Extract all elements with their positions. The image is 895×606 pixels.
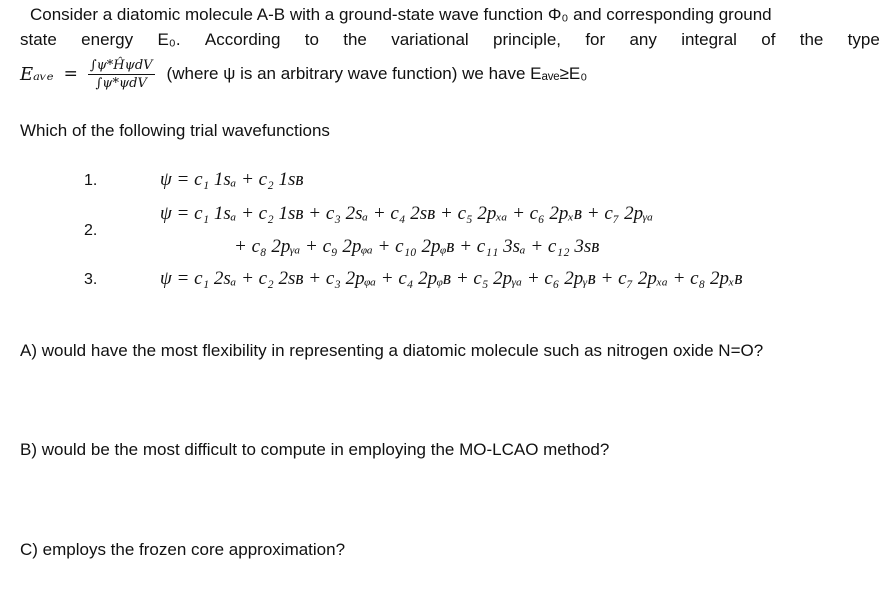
intro-word: the [343,30,367,49]
equals-sign: = [63,64,78,84]
intro-word: energy [81,30,134,49]
question-text: Which of the following trial wavefunctions [20,121,330,140]
intro-word: principle, [492,30,562,49]
option-number: 1. [84,172,98,189]
intro-word: According [204,30,281,49]
intro-word: variational [391,30,469,49]
intro-word: state [20,30,57,49]
intro-line-1: Consider a diatomic molecule A-B with a ground-state wave function Φ₀ and corresponding ground [30,5,772,24]
fraction-denominator: ∫ψ*ψdV [95,75,147,91]
intro-word: of [761,30,776,49]
option-2-equation-line-1: ψ = c₁ 1sₐ + c₂ 1sʙ + c₃ 2sₐ + c₄ 2sʙ + c₅ 2pₓₐ + c₆ 2pₓʙ + c₇ 2pᵧₐ [160,203,654,224]
eave-fraction [88,58,155,91]
intro-word: E₀. [157,30,181,49]
fraction-numerator: ∫ψ*ĤψdV [89,57,153,73]
intro-word: type [847,30,880,49]
option-number: 2. [84,222,98,239]
answer-b: B) would be the most difficult to compute in employing the MO-LCAO method? [20,440,610,459]
eave-equation [20,52,587,96]
intro-word: integral [681,30,737,49]
intro-line-2 [20,30,880,50]
eave-symbol: Eₐᵥₑ [20,63,54,85]
intro-word: to [304,30,319,49]
answer-a: A) would have the most flexibility in representing a diatomic molecule such as nitrogen oxide N=O? [20,341,764,360]
intro-word: the [799,30,824,49]
option-2-equation-line-2: + c₈ 2pᵧₐ + c₉ 2pᵩₐ + c₁₀ 2pᵩʙ + c₁₁ 3sₐ + c₁₂ 3sʙ [234,236,600,257]
option-3-equation: ψ = c₁ 2sₐ + c₂ 2sʙ + c₃ 2pᵩₐ + c₄ 2pᵩʙ + c₅ 2pᵧₐ + c₆ 2pᵧʙ + c₇ 2pₓₐ + c₈ 2pₓʙ [160,268,743,289]
eave-note: (where ψ is an arbitrary wave function) we have Eₐᵥₑ≥E₀ [166,64,588,83]
option-1-equation: ψ = c₁ 1sₐ + c₂ 1sʙ [160,169,304,190]
intro-word: any [629,30,657,49]
answer-c: C) employs the frozen core approximation? [20,540,346,559]
intro-word: for [585,30,606,49]
option-number: 3. [84,271,98,288]
